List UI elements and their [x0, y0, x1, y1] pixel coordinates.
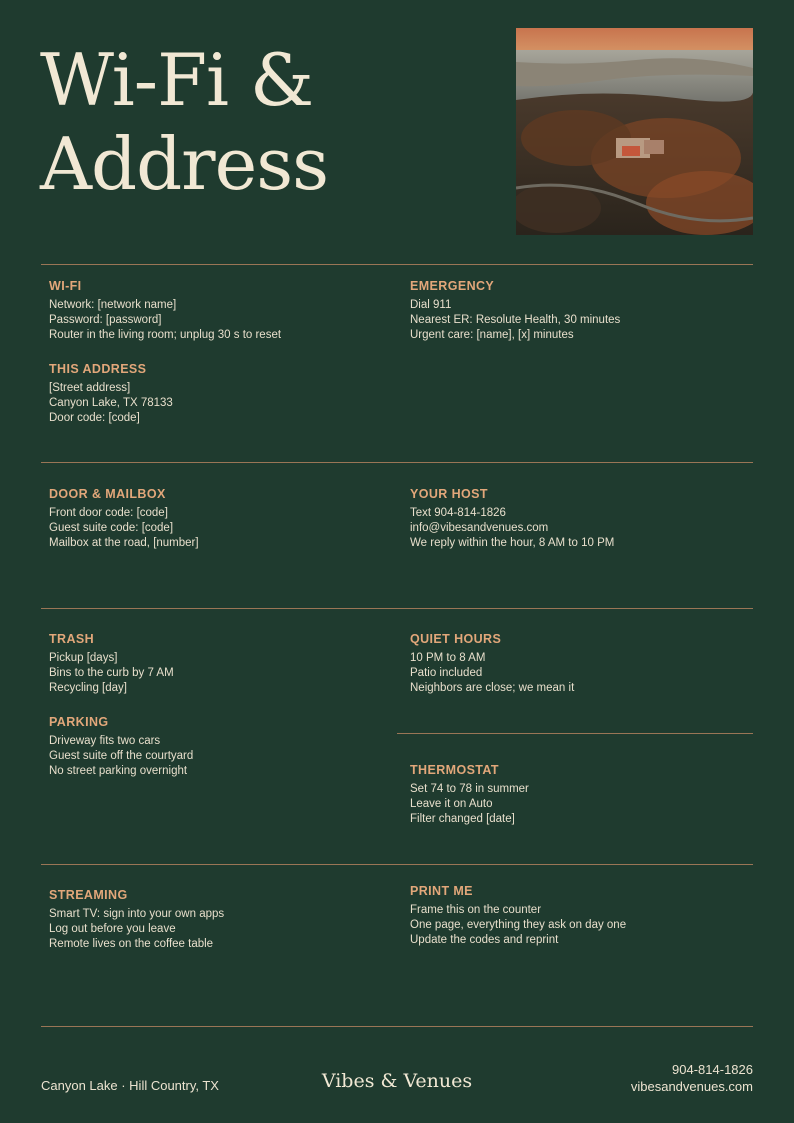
quiet-neighbors: Neighbors are close; we mean it [410, 682, 575, 694]
section-wifi [49, 279, 281, 343]
section-heading: THIS ADDRESS [49, 362, 147, 376]
divider-4 [41, 864, 753, 865]
streaming-smart-tv: Smart TV: sign into your own apps [49, 908, 225, 920]
section-heading: WI-FI [49, 279, 82, 293]
aerial-lake-house-photo [516, 28, 753, 235]
thermostat-set: Set 74 to 78 in summer [410, 783, 529, 795]
section-heading: YOUR HOST [410, 487, 488, 501]
door-guest-code: Guest suite code: [code] [49, 522, 174, 534]
section-thermostat [410, 763, 529, 827]
page-title-line-2: Address [40, 122, 329, 206]
section-parking [49, 715, 193, 779]
footer-brand-logo: Vibes & Venues [321, 1070, 473, 1092]
emergency-dial: Dial 911 [410, 299, 452, 311]
footer-website: vibesandvenues.com [630, 1079, 753, 1094]
trash-bins: Bins to the curb by 7 AM [49, 667, 174, 679]
wifi-router-note: Router in the living room; unplug 30 s to reset [49, 329, 282, 341]
emergency-urgent-care: Urgent care: [name], [x] minutes [410, 329, 574, 341]
door-front-code: Front door code: [code] [49, 507, 168, 519]
quiet-patio: Patio included [410, 667, 483, 679]
section-heading: STREAMING [49, 888, 128, 902]
section-heading: PARKING [49, 715, 109, 729]
divider-1 [41, 264, 753, 265]
section-trash [49, 632, 174, 696]
divider-thermostat [397, 733, 753, 734]
footer-phone: 904-814-1826 [672, 1062, 753, 1077]
print-one-page: One page, everything they ask on day one [410, 919, 627, 931]
door-mailbox: Mailbox at the road, [number] [49, 537, 199, 549]
page-title-line-1: Wi-Fi & [40, 38, 314, 122]
quiet-times: 10 PM to 8 AM [410, 652, 486, 664]
parking-street: No street parking overnight [49, 765, 188, 777]
section-heading: EMERGENCY [410, 279, 495, 293]
thermostat-mode: Leave it on Auto [410, 798, 493, 810]
streaming-log-out: Log out before you leave [49, 923, 176, 935]
section-door-mailbox [49, 487, 199, 551]
section-heading: THERMOSTAT [410, 763, 499, 777]
address-city: Canyon Lake, TX 78133 [49, 397, 173, 409]
parking-guest-suite: Guest suite off the courtyard [49, 750, 194, 762]
address-street: [Street address] [49, 382, 131, 394]
section-address [49, 362, 173, 426]
wifi-network: Network: [network name] [49, 299, 177, 311]
section-print-me [410, 884, 626, 948]
divider-footer [41, 1026, 753, 1027]
print-frame: Frame this on the counter [410, 904, 542, 916]
section-heading: QUIET HOURS [410, 632, 502, 646]
section-heading: PRINT ME [410, 884, 473, 898]
wifi-password: Password: [password] [49, 314, 162, 326]
trash-pickup: Pickup [days] [49, 652, 118, 664]
address-door-code: Door code: [code] [49, 412, 140, 424]
section-your-host [410, 487, 614, 551]
host-phone: Text 904-814-1826 [410, 507, 506, 519]
footer-contact [631, 1061, 753, 1095]
streaming-remote: Remote lives on the coffee table [49, 938, 214, 950]
divider-3 [41, 608, 753, 609]
trash-recycling: Recycling [day] [49, 682, 127, 694]
divider-2 [41, 462, 753, 463]
print-update: Update the codes and reprint [410, 934, 559, 946]
thermostat-filter: Filter changed [date] [410, 813, 515, 825]
section-heading: DOOR & MAILBOX [49, 487, 166, 501]
emergency-er: Nearest ER: Resolute Health, 30 minutes [410, 314, 621, 326]
section-heading: TRASH [49, 632, 95, 646]
footer-location: Canyon Lake · Hill Country, TX [41, 1078, 219, 1093]
parking-driveway: Driveway fits two cars [49, 735, 161, 747]
host-email: info@vibesandvenues.com [410, 522, 549, 534]
section-streaming [49, 888, 224, 952]
page-title [40, 38, 328, 206]
section-quiet-hours [410, 632, 574, 696]
host-reply-hours: We reply within the hour, 8 AM to 10 PM [410, 537, 615, 549]
section-emergency [410, 279, 620, 343]
